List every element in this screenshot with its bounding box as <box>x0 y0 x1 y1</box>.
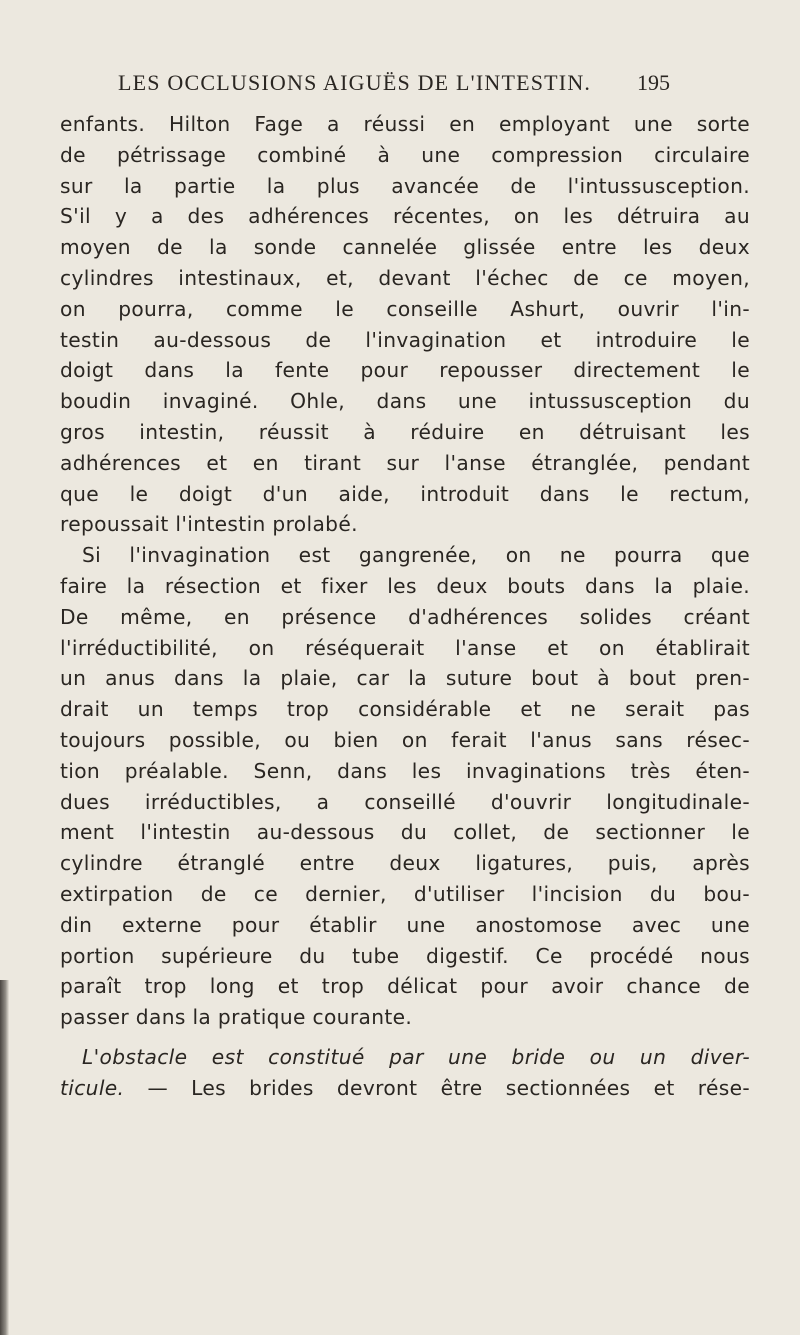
text-line: S'il y a des adhérences récentes, on les détruira au <box>60 204 750 229</box>
text-line: toujours possible, ou bien on ferait l'anus sans résec- <box>60 727 750 752</box>
paragraph-2 <box>60 540 750 1033</box>
italic-term: ticule. <box>60 1075 125 1100</box>
text-line: repoussait l'intestin prolabé. <box>60 512 358 537</box>
text-line: cylindre étranglé entre deux ligatures, puis, après <box>60 851 750 876</box>
paragraph-gap <box>60 1033 750 1042</box>
text-line: cylindres intestinaux, et, devant l'échec de ce moyen, <box>60 265 750 290</box>
running-title: LES OCCLUSIONS AIGUËS DE L'INTESTIN. <box>118 70 592 95</box>
text-line: dues irréductibles, a conseillé d'ouvrir longitudinale- <box>60 789 750 814</box>
text-line: que le doigt d'un aide, introduit dans le rectum, <box>60 481 750 506</box>
text-line: l'irréductibilité, on réséquerait l'anse et on établirait <box>60 635 750 660</box>
text-line: de pétrissage combiné à une compression circulaire <box>60 142 750 167</box>
text-line: sur la partie la plus avancée de l'intussusception. <box>60 173 750 198</box>
text-line: passer dans la pratique courante. <box>60 1005 413 1030</box>
text-line: drait un temps trop considérable et ne serait pas <box>60 697 750 722</box>
text-line: un anus dans la plaie, car la suture bout à bout pren- <box>60 666 750 691</box>
page-number: 195 <box>637 70 670 95</box>
text-line: ment l'intestin au-dessous du collet, de sectionner le <box>60 820 750 845</box>
text-line-mixed <box>60 1073 750 1104</box>
text-line: Si l'invagination est gangrenée, on ne pourra que <box>82 543 750 568</box>
body-text <box>60 109 750 1104</box>
text-line: moyen de la sonde cannelée glissée entre les deux <box>60 235 750 260</box>
text-line: on pourra, comme le conseille Ashurt, ouvrir l'in- <box>60 296 750 321</box>
paragraph-1 <box>60 109 750 540</box>
text-line: portion supérieure du tube digestif. Ce procédé nous <box>60 943 750 968</box>
text-line: enfants. Hilton Fage a réussi en employant une sorte <box>60 112 750 136</box>
text-line: tion préalable. Senn, dans les invaginations très éten- <box>60 758 750 783</box>
text-line: paraît trop long et trop délicat pour avoir chance de <box>60 974 750 999</box>
paragraph-3 <box>60 1042 750 1104</box>
text-line: gros intestin, réussit à réduire en détruisant les <box>60 419 750 444</box>
text-line-italic: L'obstacle est constitué par une bride ou un diver- <box>82 1044 750 1069</box>
text-run: — Les brides devront être sectionnées et rése- <box>124 1075 750 1100</box>
text-line: din externe pour établir une anostomose avec une <box>60 912 750 937</box>
text-line: doigt dans la fente pour repousser directement le <box>60 358 750 383</box>
text-line: extirpation de ce dernier, d'utiliser l'incision du bou- <box>60 881 750 906</box>
page-header <box>118 70 670 102</box>
text-line: adhérences et en tirant sur l'anse étranglée, pendant <box>60 450 750 475</box>
text-line: testin au-dessous de l'invagination et introduire le <box>60 327 750 352</box>
text-line: De même, en présence d'adhérences solides créant <box>60 604 750 629</box>
text-line: boudin invaginé. Ohle, dans une intussusception du <box>60 389 750 414</box>
text-line: faire la résection et fixer les deux bouts dans la plaie. <box>60 573 750 598</box>
page-edge-shadow <box>0 980 9 1335</box>
